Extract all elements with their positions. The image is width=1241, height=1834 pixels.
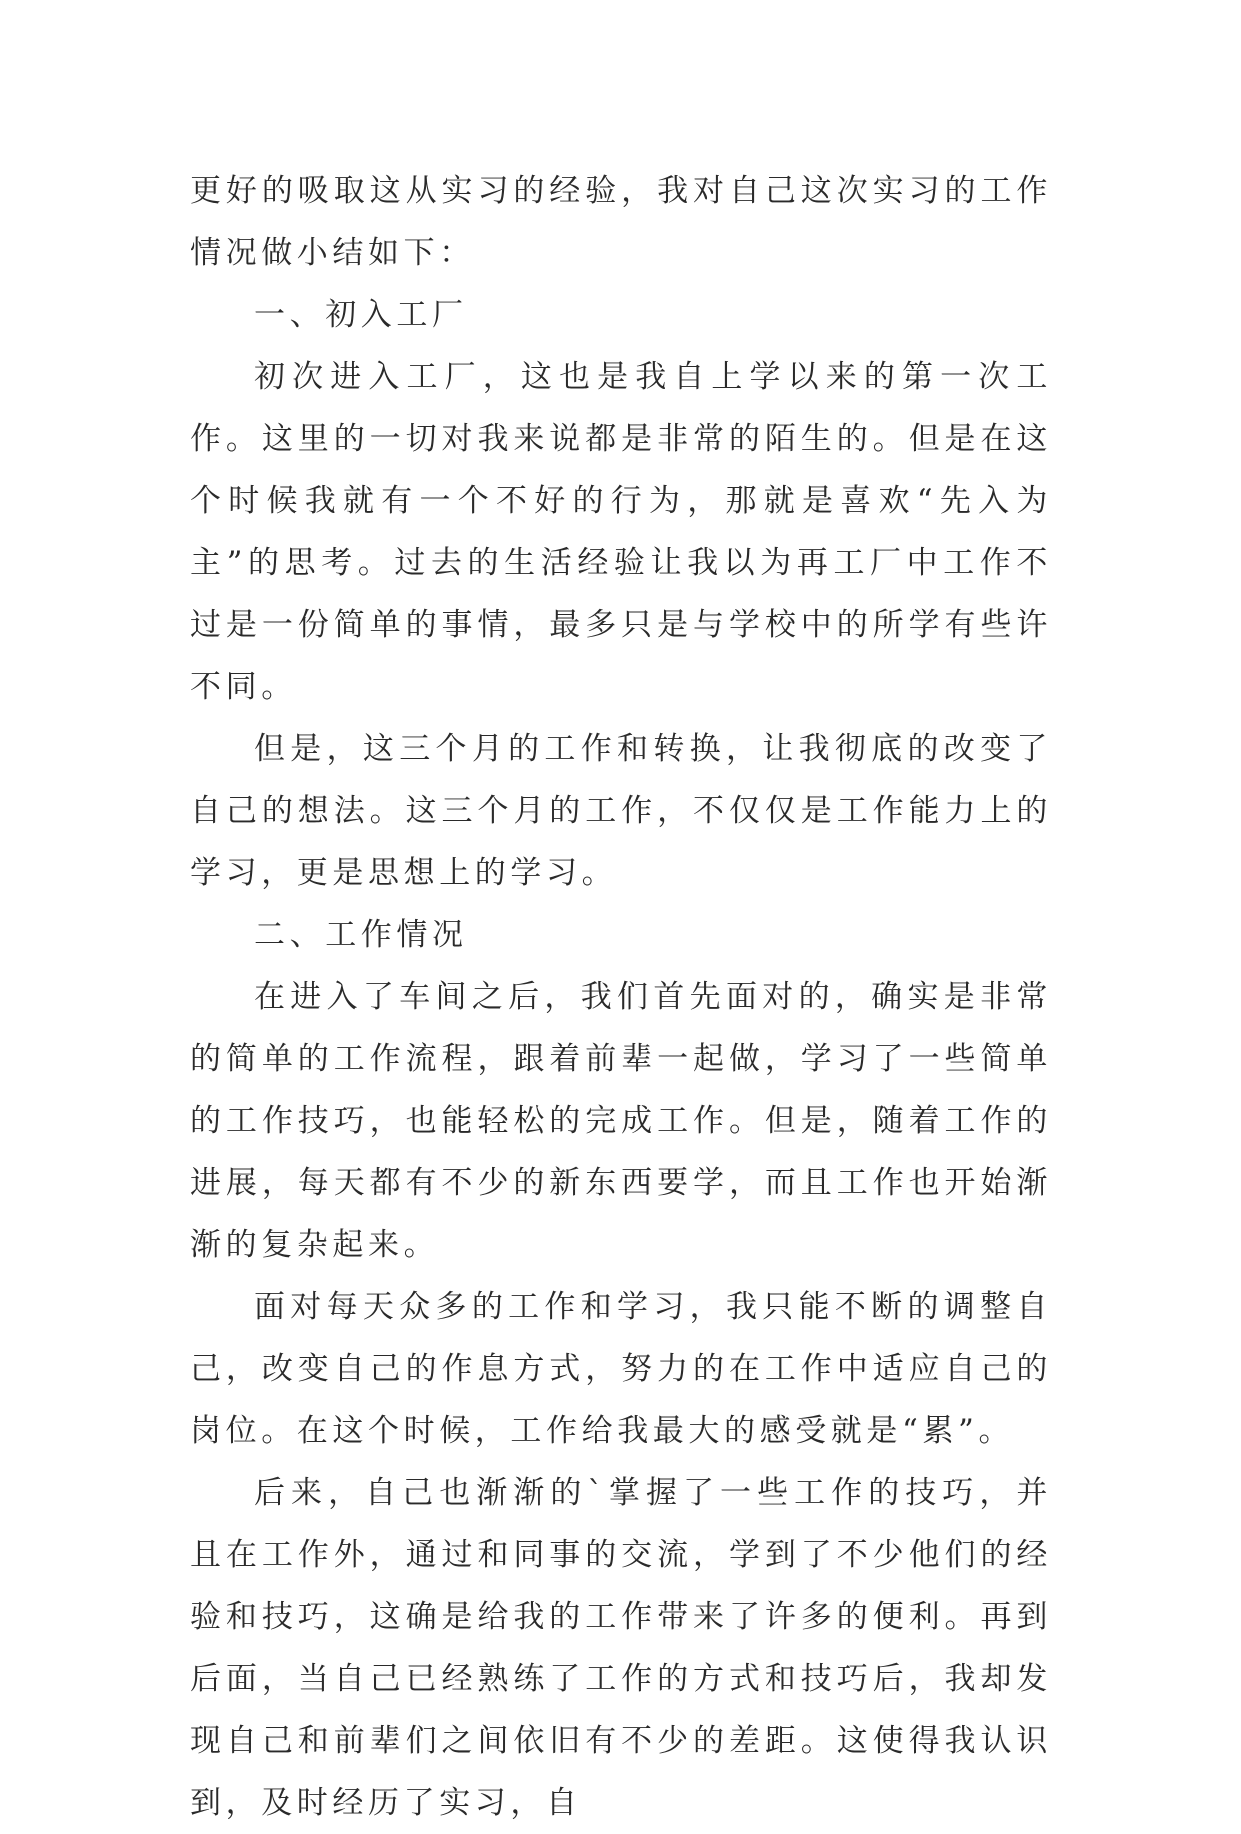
paragraph-adjust: 面对每天众多的工作和学习，我只能不断的调整自己，改变自己的作息方式，努力的在工作中适应自己的岗位。在这个时候，工作给我最大的感受就是“累”。 — [190, 1289, 1052, 1449]
paragraph-change: 但是，这三个月的工作和转换，让我彻底的改变了自己的想法。这三个月的工作，不仅仅是工作能力上的学习，更是思想上的学习。 — [190, 731, 1052, 891]
document-body — [190, 160, 1052, 1834]
paragraph-workshop: 在进入了车间之后，我们首先面对的，确实是非常的简单的工作流程，跟着前辈一起做，学习了一些简单的工作技巧，也能轻松的完成工作。但是，随着工作的进展，每天都有不少的新东西要学，而且工作也开始渐渐的复杂起来。 — [190, 979, 1052, 1263]
paragraph-first-entry: 初次进入工厂，这也是我自上学以来的第一次工作。这里的一切对我来说都是非常的陌生的。但是在这个时候我就有一个不好的行为，那就是喜欢“先入为主”的思考。过去的生活经验让我以为再工厂中工作不过是一份简单的事情，最多只是与学校中的所学有些许不同。 — [190, 359, 1052, 705]
section-heading-1: 一、初入工厂 — [254, 297, 468, 333]
paragraph-later: 后来，自己也渐渐的`掌握了一些工作的技巧，并且在工作外，通过和同事的交流，学到了不少他们的经验和技巧，这确是给我的工作带来了许多的便利。再到后面，当自己已经熟练了工作的方式和技巧后，我却发现自己和前辈们之间依旧有不少的差距。这使得我认识到，及时经历了实习，自 — [190, 1475, 1052, 1821]
paragraph-intro: 更好的吸取这从实习的经验，我对自己这次实习的工作情况做小结如下： — [190, 173, 1052, 271]
section-heading-2: 二、工作情况 — [254, 917, 468, 953]
